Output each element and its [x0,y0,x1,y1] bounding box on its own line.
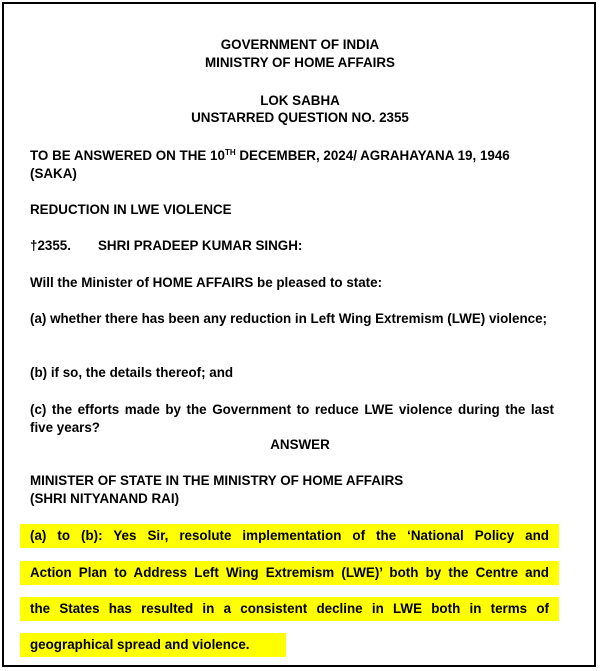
answer-date-suffix: DECEMBER, 2024/ AGRAHAYANA 19, 1946 [235,148,510,163]
answer-line-2: Action Plan to Address Left Wing Extremism (LWE)’ both by the Centre and [30,565,549,580]
answer-line-1-highlight [20,524,559,548]
answer-line-4-highlight [20,633,286,657]
answer-line-3-highlight [20,597,559,621]
minister-title: MINISTER OF STATE IN THE MINISTRY OF HOME AFFAIRS [30,473,404,488]
answer-line-1: (a) to (b): Yes Sir, resolute implementation of the ‘National Policy and [30,528,549,543]
minister-name: (SHRI NITYANAND RAI) [30,491,180,506]
ministry-heading: MINISTRY OF HOME AFFAIRS [205,55,395,70]
questioner-number: †2355. [30,238,71,253]
question-number-heading: UNSTARRED QUESTION NO. 2355 [191,110,409,125]
answer-date [30,147,510,165]
question-part-a: (a) whether there has been any reduction in Left Wing Extremism (LWE) violence; [30,311,547,326]
answer-line-4: geographical spread and violence. [30,637,250,652]
question-part-c: (c) the efforts made by the Government to reduce LWE violence during the last five years? [30,402,554,435]
question-intro: Will the Minister of HOME AFFAIRS be pleased to state: [30,275,383,290]
answer-line-2-highlight [20,561,559,585]
questioner-name: SHRI PRADEEP KUMAR SINGH: [98,238,303,253]
answer-date-superscript: TH [224,148,236,157]
subject-line: REDUCTION IN LWE VIOLENCE [30,202,232,217]
house-heading: LOK SABHA [260,93,340,108]
answer-date-era: (SAKA) [30,166,77,181]
government-heading: GOVERNMENT OF INDIA [220,37,380,52]
answer-line-3: the States has resulted in a consistent decline in LWE both in terms of [30,601,549,616]
question-part-b: (b) if so, the details thereof; and [30,365,234,380]
answer-heading: ANSWER [270,437,330,452]
answer-date-prefix: TO BE ANSWERED ON THE 10 [30,148,225,163]
